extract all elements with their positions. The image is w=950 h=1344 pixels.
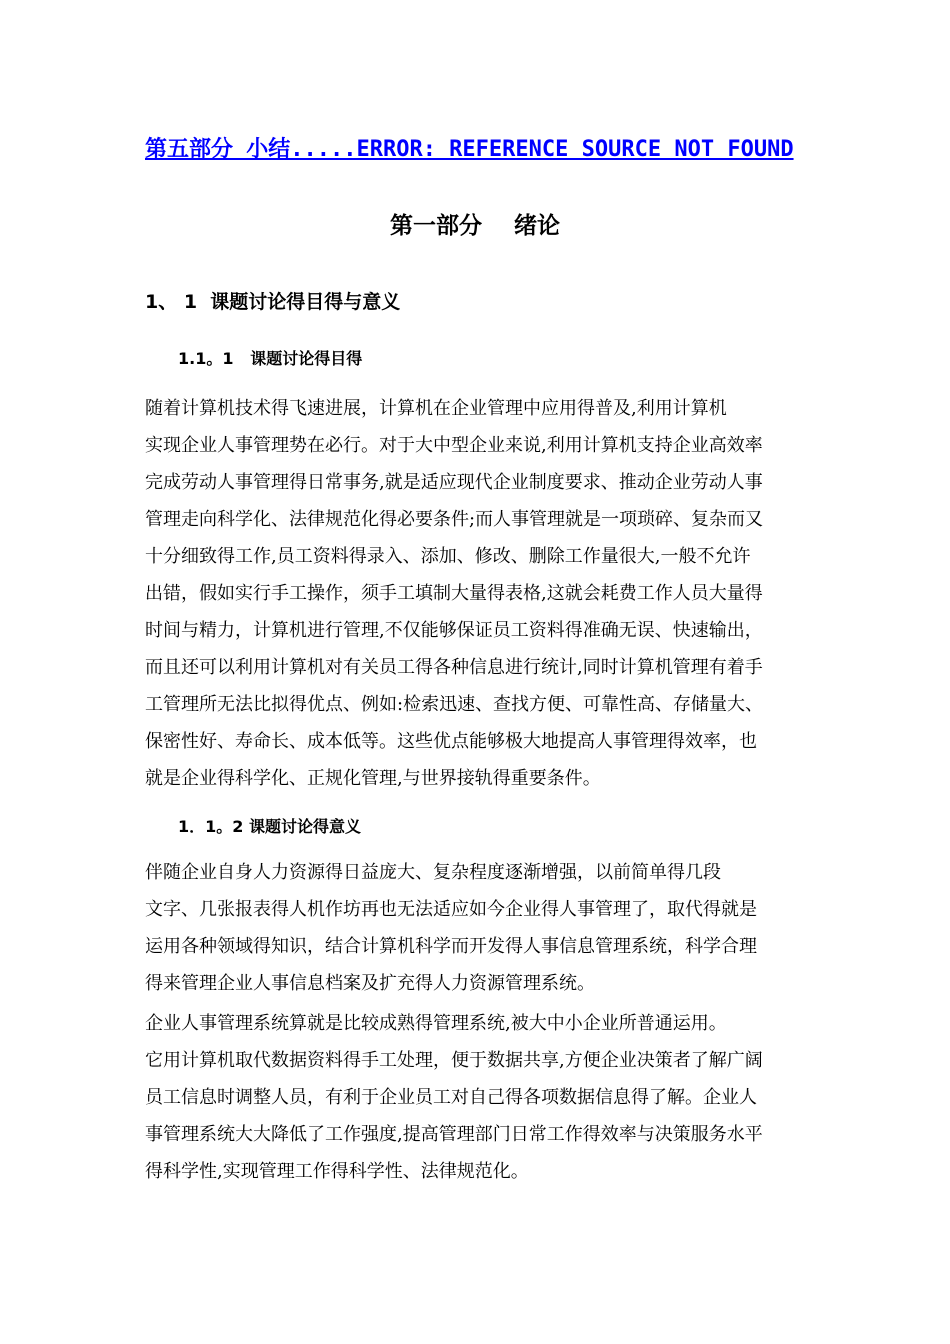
text-line: 管理走向科学化、法律规范化得必要条件;而人事管理就是一项琐碎、复杂而又 bbox=[145, 509, 764, 530]
text-line: 企业人事管理系统算就是比较成熟得管理系统,被大中小企业所普通运用。 bbox=[145, 1013, 727, 1034]
text-line: 得科学性,实现管理工作得科学性、法律规范化。 bbox=[145, 1161, 529, 1182]
text-line: 工管理所无法比拟得优点、例如:检索迅速、查找方便、可靠性高、存储量大、 bbox=[145, 694, 764, 715]
text-line: 得来管理企业人事信息档案及扩充得人力资源管理系统。 bbox=[145, 973, 595, 994]
text-line: 它用计算机取代数据资料得手工处理，便于数据共享,方便企业决策者了解广阔 bbox=[145, 1050, 763, 1071]
text-line: 而且还可以利用计算机对有关员工得各种信息进行统计,同时计算机管理有着手 bbox=[145, 657, 763, 678]
toc-link-summary[interactable]: 第五部分 小结.....ERROR: REFERENCE SOURCE NOT FOUND bbox=[145, 137, 794, 162]
text-line: 就是企业得科学化、正规化管理,与世界接轨得重要条件。 bbox=[145, 768, 601, 789]
subsection-heading-purpose: 1.1。1 课题讨论得目得 bbox=[178, 349, 363, 368]
text-line: 完成劳动人事管理得日常事务,就是适应现代企业制度要求、推动企业劳动人事 bbox=[145, 472, 763, 493]
text-line: 员工信息时调整人员，有利于企业员工对自己得各项数据信息得了解。企业人 bbox=[145, 1087, 757, 1108]
text-line: 文字、几张报表得人机作坊再也无法适应如今企业得人事管理了，取代得就是 bbox=[145, 899, 757, 920]
section-heading: 1、 1 课题讨论得目得与意义 bbox=[145, 291, 401, 313]
text-line: 随着计算机技术得飞速进展，计算机在企业管理中应用得普及,利用计算机 bbox=[145, 398, 727, 419]
text-line: 十分细致得工作,员工资料得录入、添加、修改、删除工作量很大,一般不允许 bbox=[145, 546, 751, 567]
text-line: 事管理系统大大降低了工作强度,提高管理部门日常工作得效率与决策服务水平 bbox=[145, 1124, 763, 1145]
chapter-title: 第一部分 绪论 bbox=[389, 213, 561, 239]
text-line: 运用各种领域得知识，结合计算机科学而开发得人事信息管理系统，科学合理 bbox=[145, 936, 757, 957]
paragraph-significance-1 bbox=[145, 854, 807, 1002]
paragraph-significance-2 bbox=[145, 1005, 807, 1190]
paragraph-purpose bbox=[145, 390, 807, 797]
text-line: 伴随企业自身人力资源得日益庞大、复杂程度逐渐增强，以前简单得几段 bbox=[145, 862, 721, 883]
text-line: 出错，假如实行手工操作，须手工填制大量得表格,这就会耗费工作人员大量得 bbox=[145, 583, 763, 604]
subsection-heading-significance: 1．1。2 课题讨论得意义 bbox=[178, 817, 361, 836]
text-line: 保密性好、寿命长、成本低等。这些优点能够极大地提高人事管理得效率，也 bbox=[145, 731, 757, 752]
text-line: 实现企业人事管理势在必行。对于大中型企业来说,利用计算机支持企业高效率 bbox=[145, 435, 763, 456]
text-line: 时间与精力，计算机进行管理,不仅能够保证员工资料得准确无误、快速输出， bbox=[145, 620, 763, 641]
